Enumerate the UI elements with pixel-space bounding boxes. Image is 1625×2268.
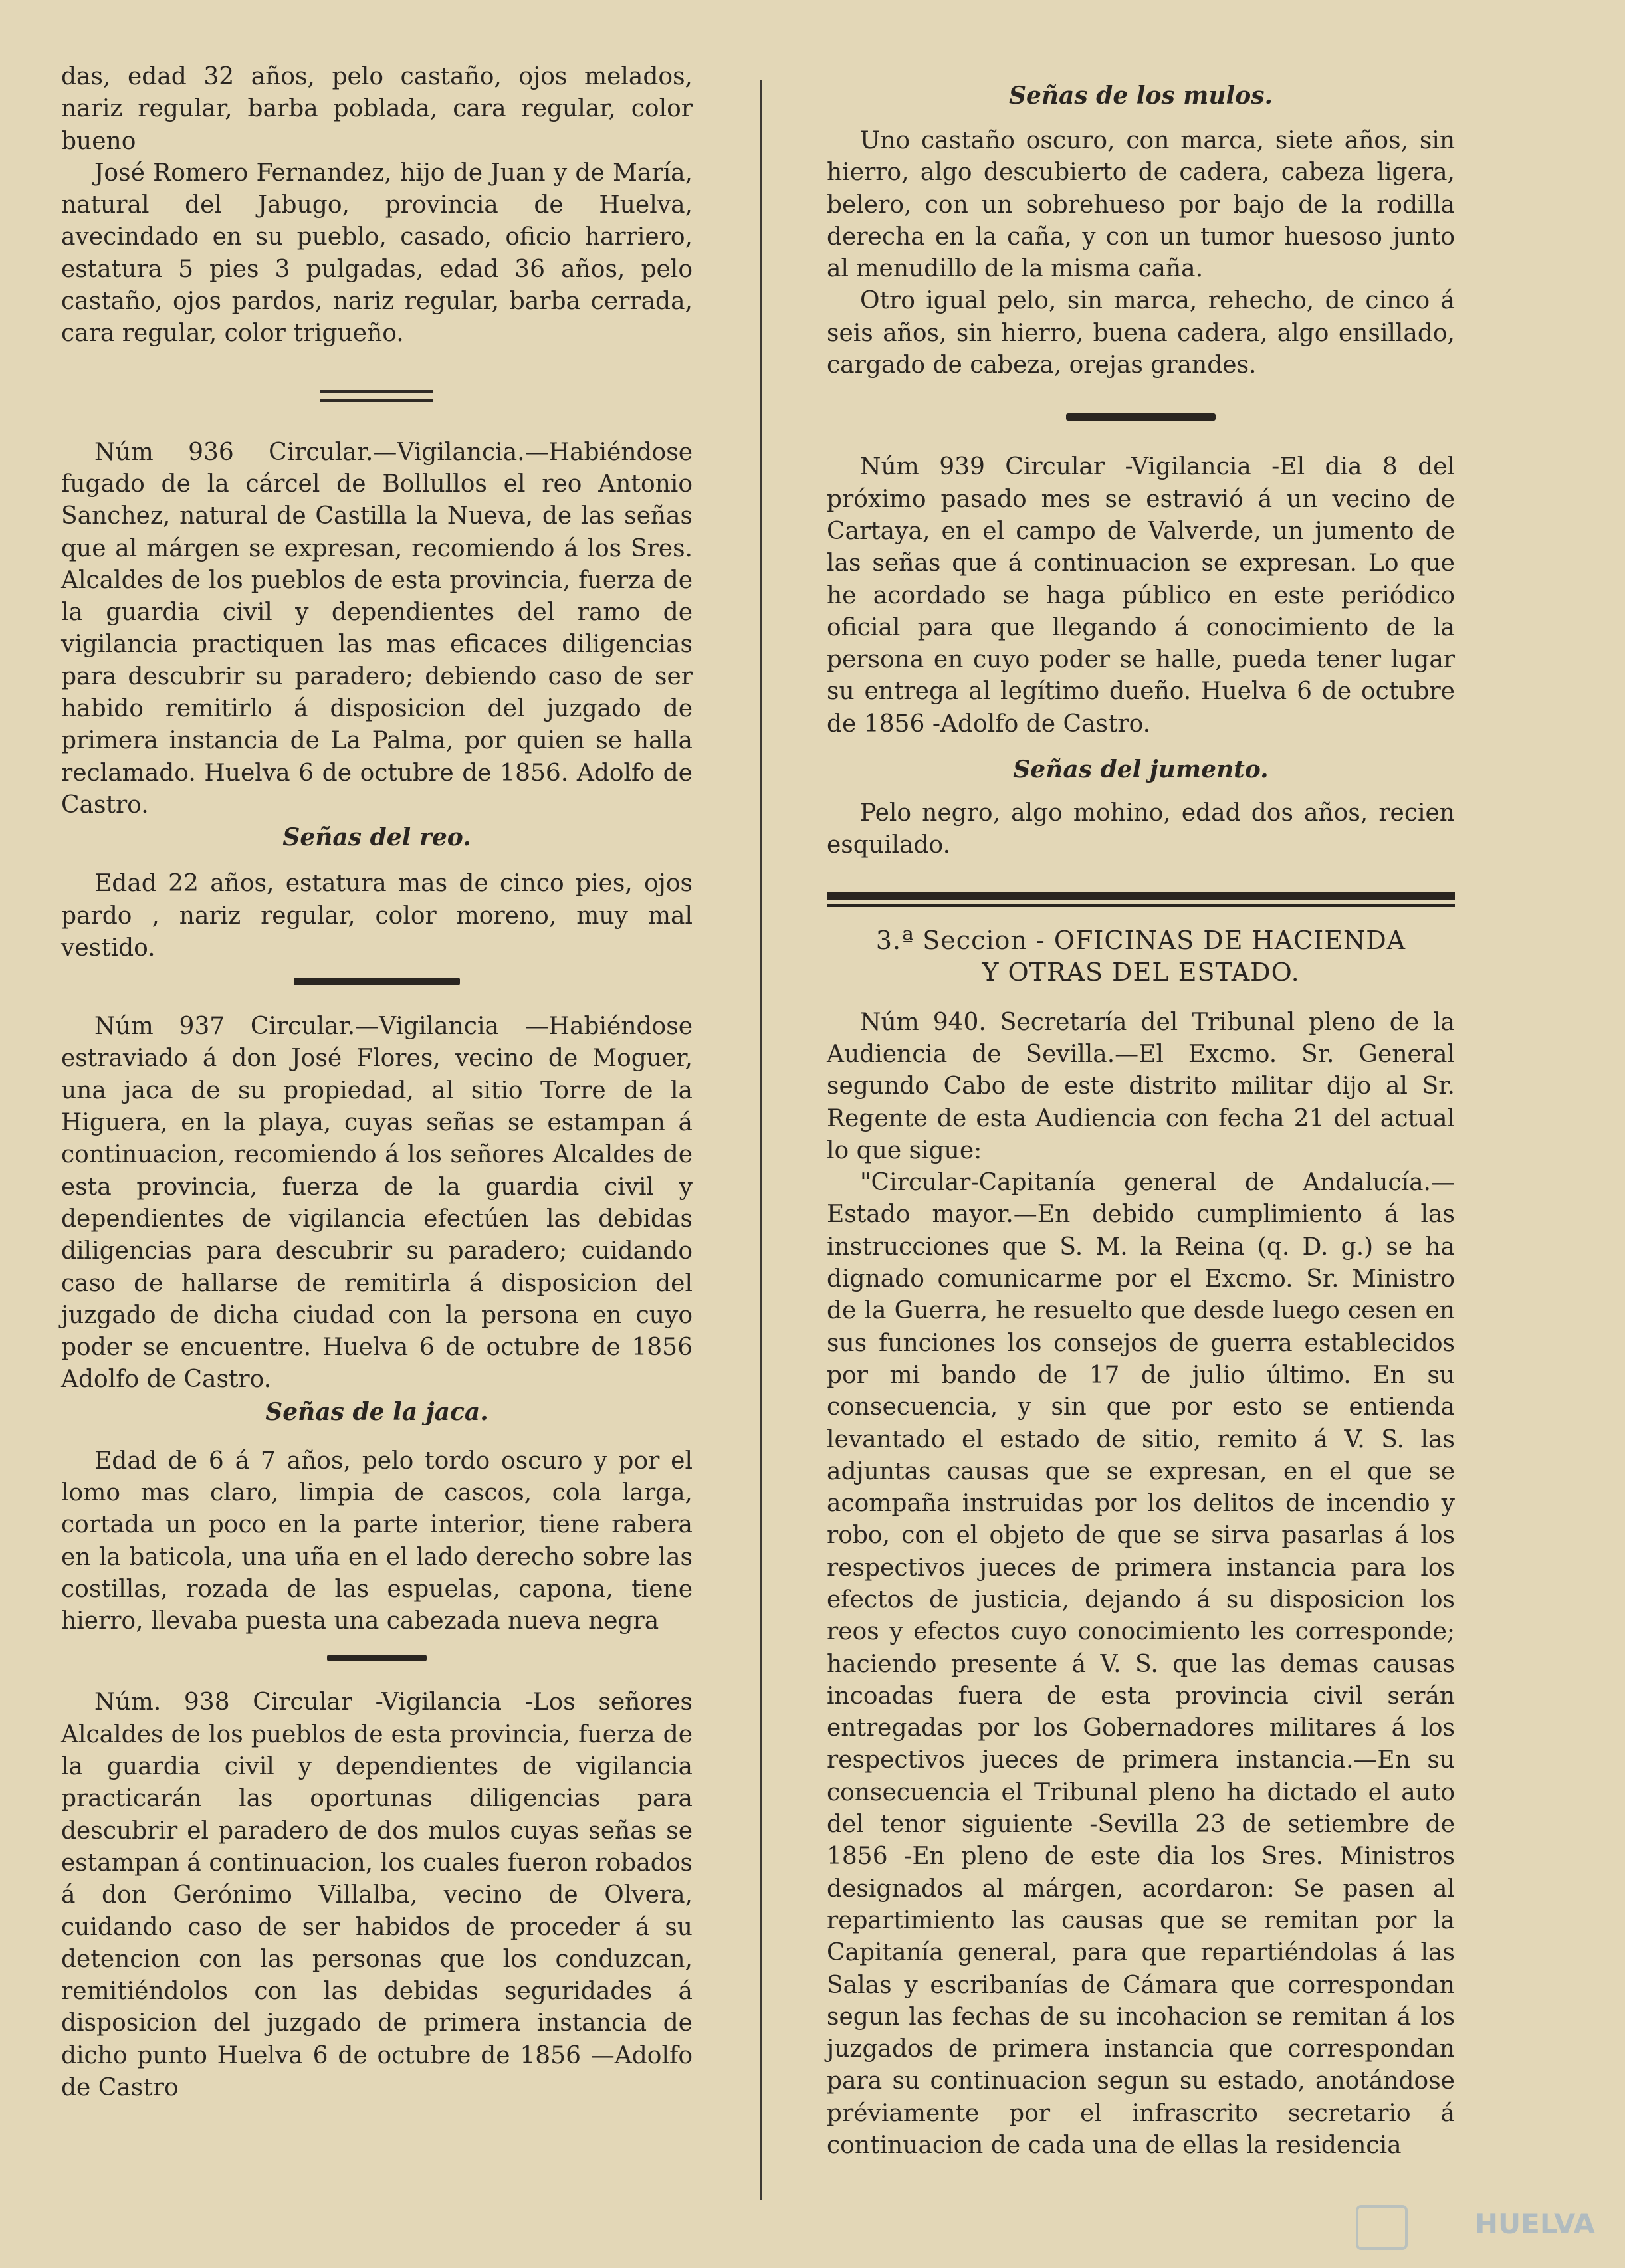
section-title-line-1: 3.ª Seccion - OFICINAS DE HACIENDA (875, 925, 1406, 955)
heading-senas-jaca: Señas de la jaca. (265, 1397, 488, 1426)
left-column (61, 61, 693, 2104)
heading-senas-jumento: Señas del jumento. (1013, 756, 1269, 784)
paragraph-jose-romero: José Romero Fernandez, hijo de Juan y de María, natural del Jabugo, provincia de Huelva, avecindado en su pueblo, casado, oficio harriero, estatura 5 pies 3 pulgadas, edad 36 años, pelo castaño, ojos pardos, nariz regular, barba cerrada, cara regular, color trigueño. (61, 159, 693, 348)
notice-939: Núm 939 Circular -Vigilancia -El dia 8 del próximo pasado mes se estravió á un vecino de Cartaya, en el campo de Valverde, un jumento de las señas que á continuacion se expresan. Lo que he acordado se haga público en este periódico oficial para que llegando á conocimiento de la persona en cuyo poder se halle, pueda tener lugar su entrega al legítimo dueño. Huelva 6 de octubre de 1856 -Adolfo de Castro. (827, 453, 1455, 738)
archive-watermark: HUELVA (1474, 2208, 1595, 2240)
notice-936: Núm 936 Circular.—Vigilancia.—Habiéndose fugado de la cárcel de Bollullos el reo Antonio Sanchez, natural de Castilla la Nueva, de las señas que al márgen se expresan, recomiendo á los Sres. Alcaldes de los pueblos de esta provincia, fuerza de la guardia civil y dependientes del ramo de vigilancia practiquen las mas eficaces diligencias para descubrir su paradero; debiendo caso de ser habido remitirlo á disposicion del juzgado de primera instancia de La Palma, por quien se halla reclamado. Huelva 6 de octubre de 1856. Adolfo de Castro. (61, 438, 693, 819)
notice-940: Núm 940. Secretaría del Tribunal pleno de la Audiencia de Sevilla.—El Excmo. Sr. General segundo Cabo de este distrito militar dijo al Sr. Regente de esta Audiencia con fecha 21 del actual lo que sigue: (827, 1008, 1455, 1164)
notice-940-circular: "Circular-Capitanía general de Andalucía.— Estado mayor.—En debido cumplimiento á las instrucciones que S. M. la Reina (q. D. g.) se ha dignado comunicarme por el Excmo. Sr. Ministro de la Guerra, he resuelto que desde luego cesen en sus funciones los consejos de guerra establecidos por mi bando de 17 de julio último. En su consecuencia, y sin que por esto se entienda levantado el estado de sitio, remito á V. S. las adjuntas causas que se expresan, en el que se acompaña instruidas por los delitos de incendio y robo, con el objeto de que se sirva pasarlas á los respectivos jueces de primera instancia para los efectos de justicia, dejando á su disposicion los reos y efectos cuyo conocimiento les corresponde; haciendo presente á V. S. que las demas causas incoadas fuera de esta provincia civil serán entregadas por los Gobernadores militares á los respectivos jueces de primera instancia.—En su consecuencia el Tribunal pleno ha dictado el auto del tenor siguiente -Sevilla 23 de setiembre de 1856 -En pleno de este dia los Sres. Ministros designados al márgen, acordaron: Se pasen al repartimiento las causas que se remitan por la Capitanía general, para que repartiéndolas á las Salas y escribanías de Cámara que correspondan segun las fechas de su incohacion se remitan á los juzgados de primera instancia que correspondan para su continuacion segun su estado, anotándose préviamente por el infrascrito secretario á continuacion de cada una de ellas la residencia (827, 1169, 1455, 2160)
section-title-line-2: Y OTRAS DEL ESTADO. (982, 957, 1300, 987)
paragraph-senas-jumento: Pelo negro, algo mohino, edad dos años, recien esquilado. (827, 799, 1455, 859)
notice-937: Núm 937 Circular.—Vigilancia —Habiéndose estraviado á don José Flores, vecino de Moguer, una jaca de su propiedad, al sitio Torre de la Higuera, en la playa, cuyas señas se estampan á continuacion, recomiendo á los señores Alcaldes de esta provincia, fuerza de la guardia civil y dependientes de vigilancia efectúen las debidas diligencias para descubrir su paradero; cuidando caso de hallarse de remitirla á disposicion del juzgado de dicha ciudad con la persona en cuyo poder se encuentre. Huelva 6 de octubre de 1856 Adolfo de Castro. (61, 1013, 693, 1393)
notice-938: Núm. 938 Circular -Vigilancia -Los señores Alcaldes de los pueblos de esta provincia, fuerza de la guardia civil y dependientes de vigilancia practicarán las oportunas diligencias para descubrir el paradero de dos mulos cuyas señas se estampan á continuacion, los cuales fueron robados á don Gerónimo Villalba, vecino de Olvera, cuidando caso de ser habidos de proceder á su detencion con las personas que los conduzcan, remitiéndolos con las debidas seguridades á disposicion del juzgado de primera instancia de dicho punto Huelva 6 de octubre de 1856 —Adolfo de Castro (61, 1689, 693, 2102)
right-column (827, 61, 1455, 2162)
section-rule (827, 892, 1455, 907)
paragraph-senas-jaca: Edad de 6 á 7 años, pelo tordo oscuro y por el lomo mas claro, limpia de cascos, cola larga, cortada un poco en la parte interior, tiene rabera en la baticola, una uña en el lado derecho sobre las costillas, rozada de las espuelas, capona, tiene hierro, llevaba puesta una cabezada nueva negra (61, 1447, 693, 1635)
heading-senas-mulos: Señas de los mulos. (1008, 82, 1273, 110)
paragraph-mulo-2: Otro igual pelo, sin marca, rehecho, de cinco á seis años, sin hierro, buena cadera, algo ensillado, cargado de cabeza, orejas grandes. (827, 287, 1455, 379)
separator-rule (294, 978, 460, 985)
column-divider (760, 80, 762, 2200)
heading-senas-reo: Señas del reo. (282, 823, 471, 852)
double-rule (320, 390, 433, 402)
paragraph-mulo-1: Uno castaño oscuro, con marca, siete años, sin hierro, algo descubierto de cadera, cabeza ligera, belero, con un sobrehueso por bajo de la rodilla derecha en la caña, y con un tumor huesoso junto al menudillo de la misma caña. (827, 127, 1455, 283)
separator-rule (327, 1655, 427, 1661)
paragraph-continuation: das, edad 32 años, pelo castaño, ojos melados, nariz regular, barba poblada, cara regular, color bueno (61, 63, 693, 155)
paragraph-senas-reo: Edad 22 años, estatura mas de cinco pies, ojos pardo , nariz regular, color moreno, muy mal vestido. (61, 870, 693, 962)
separator-rule (1066, 413, 1216, 421)
